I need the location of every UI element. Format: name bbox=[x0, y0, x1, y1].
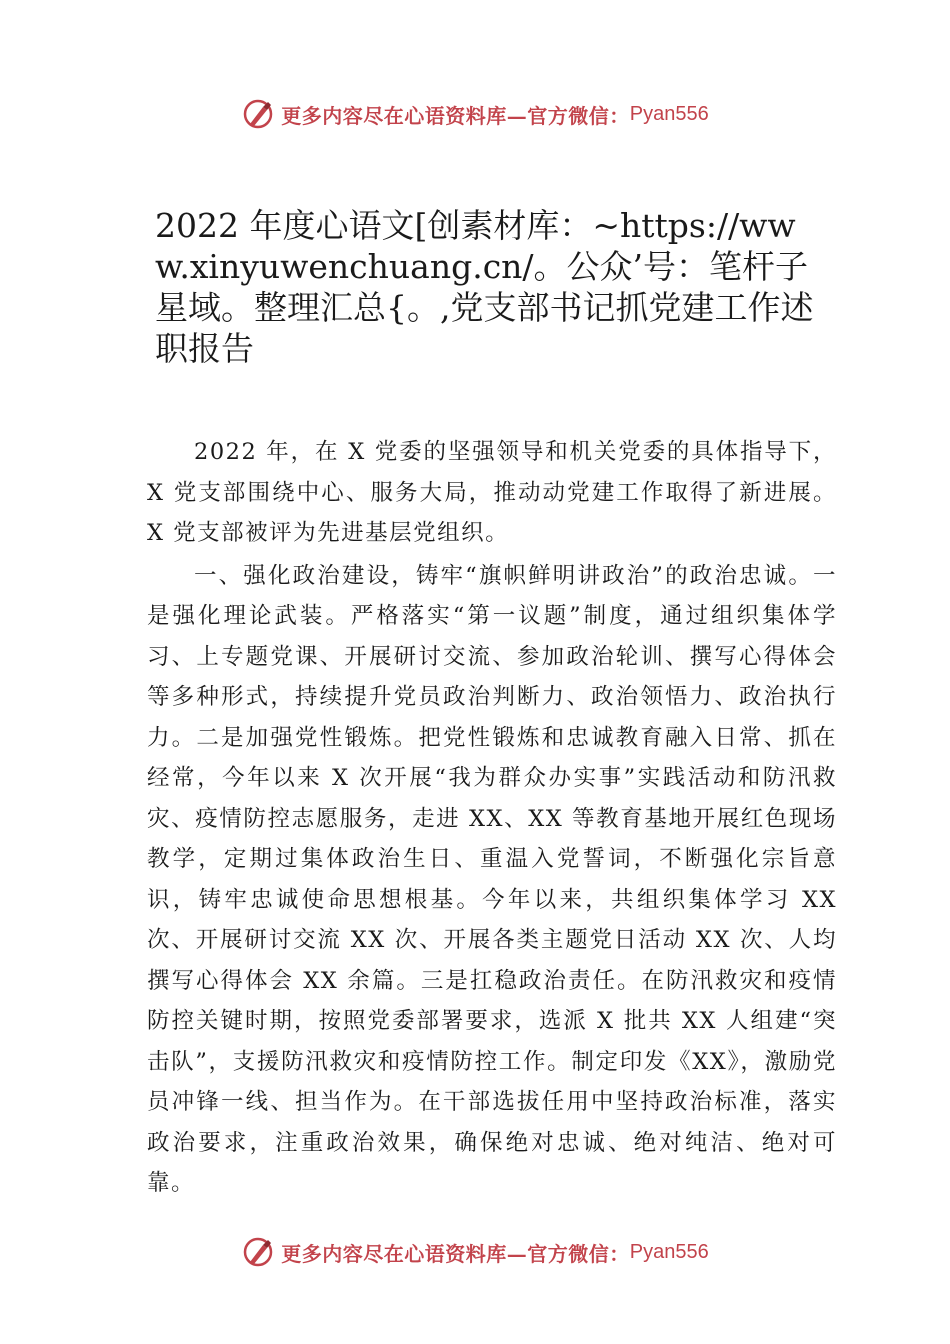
banner-text: 更多内容尽在心语资料库—官方微信： bbox=[281, 1241, 630, 1266]
footer-banner bbox=[0, 1232, 950, 1272]
paragraph-intro: 2022 年，在 X 党委的坚强领导和机关党委的具体指导下，X 党支部围绕中心、服务大局，推动动党建工作取得了新进展。X 党支部被评为先进基层党组织。 bbox=[147, 439, 837, 546]
paragraph-political-construction: 一、强化政治建设，铸牢“旗帜鲜明讲政治”的政治忠诚。一是强化理论武装。严格落实“第一议题”制度，通过组织集体学习、上专题党课、开展研讨交流、参加政治轮训、撰写心得体会等多种形式，持续提升党员政治判断力、政治领悟力、政治执行力。二是加强党性锻炼。把党性锻炼和忠诚教育融入日常、抓在经常，今年以来 X 次开展“我为群众办实事”实践活动和防汛救灾、疫情防控志愿服务，走进 XX、XX 等教育基地开展红色现场教学，定期过集体政治生日、重温入党誓词，不断强化宗旨意识，铸牢忠诚使命思想根基。今年以来，共组织集体学习 XX 次、开展研讨交流 XX 次、开展各类主题党日活动 XX 次、人均撰写心得体会 XX 余篇。三是扛稳政治责任。在防汛救灾和疫情防控关键时期，按照党委部署要求，选派 X 批共 XX 人组建“突击队”，支援防汛救灾和疫情防控工作。制定印发《XX》，激励党员冲锋一线、担当作为。在干部选拔任用中坚持政治标准，落实政治要求，注重政治效果，确保绝对忠诚、绝对纯洁、绝对可靠。 bbox=[147, 562, 837, 1196]
document-body bbox=[147, 432, 837, 1204]
pen-nib-icon bbox=[241, 97, 275, 131]
banner-account: Pyan556 bbox=[629, 102, 709, 125]
header-banner bbox=[0, 94, 950, 134]
document-title: 2022 年度心语文[创素材库：~https://www.xinyuwenchuang.cn/。公众’号：笔杆子星域。整理汇总{。,党支部书记抓党建工作述职报告 bbox=[155, 206, 814, 368]
banner-text: 更多内容尽在心语资料库—官方微信： bbox=[281, 103, 630, 128]
banner-account: Pyan556 bbox=[629, 1240, 709, 1263]
pen-nib-icon bbox=[241, 1235, 275, 1269]
